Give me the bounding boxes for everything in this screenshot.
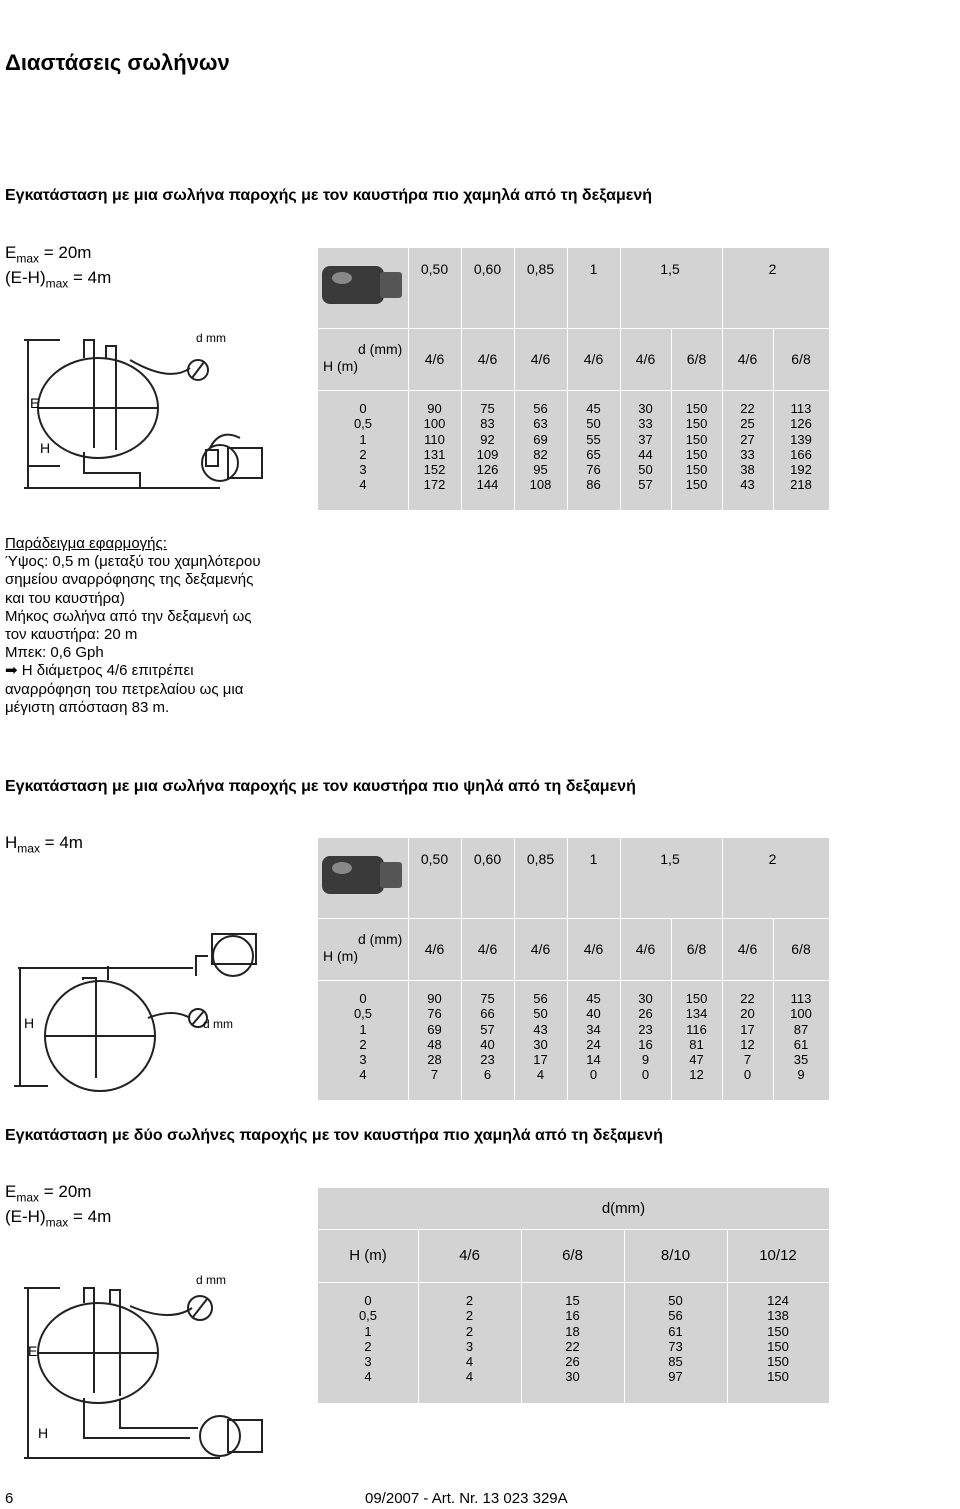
arrow-right-icon: ➡: [5, 662, 18, 680]
section1-diagram-h-label: H: [40, 440, 51, 456]
d-mm-header: d(mm): [601, 1200, 646, 1217]
section3-table: [318, 1188, 829, 1403]
section3-diagram-h-label: H: [38, 1425, 49, 1441]
nozzle-value: 0,50: [420, 850, 449, 867]
d-mm-label: d (mm): [358, 341, 403, 357]
nozzle-value: 1: [589, 850, 598, 867]
data-column: 150 150 150 150 150 150: [685, 401, 708, 493]
section1-diagram-e-label: E: [30, 395, 40, 411]
diameter-cell: 6/8: [791, 351, 811, 367]
data-column: 113 126 139 166 192 218: [790, 401, 812, 493]
data-column: 45 50 55 65 76 86: [586, 401, 601, 493]
data-column: 150 134 116 81 47 12: [685, 991, 708, 1083]
data-column: 90 76 69 48 28 7: [427, 991, 442, 1083]
section1-heading: Εγκατάσταση με μια σωλήνα παροχής με τον καυστήρα πιο χαμηλά από τη δεξαμενή: [5, 187, 653, 204]
nozzle-value: 1,5: [660, 260, 680, 277]
diameter-cell: 4/6: [459, 1247, 480, 1264]
diameter-cell: 10/12: [759, 1247, 797, 1264]
h-m-label: H (m): [323, 358, 358, 374]
diameter-cell: 6/8: [791, 941, 811, 957]
diameter-cell: 4/6: [477, 351, 498, 367]
section1-diagram-dmm-label: d mm: [196, 331, 226, 345]
page-number: 6: [5, 1490, 14, 1507]
data-column: 30 26 23 16 9 0: [638, 991, 653, 1083]
article-reference: 09/2007 - Art. Nr. 13 023 329A: [365, 1490, 568, 1507]
data-column: 2 2 2 3 4 4: [465, 1293, 474, 1385]
data-column: 75 66 57 40 23 6: [480, 991, 495, 1083]
nozzle-value: 0,60: [473, 850, 502, 867]
nozzle-value: 1,5: [660, 850, 680, 867]
section2-diagram-h-label: H: [24, 1015, 35, 1031]
section3-heading: Εγκατάσταση με δύο σωλήνες παροχής με τον καυστήρα πιο χαμηλά από τη δεξαμενή: [5, 1127, 663, 1144]
data-column: 56 50 43 30 17 4: [533, 991, 548, 1083]
data-column: 15 16 18 22 26 30: [565, 1293, 580, 1385]
nozzle-value: 2: [768, 850, 777, 867]
data-column: 113 100 87 61 35 9: [790, 991, 812, 1083]
nozzle-value: 0,60: [473, 260, 502, 277]
diameter-cell: 6/8: [686, 351, 707, 367]
diameter-cell: 4/6: [583, 941, 604, 957]
h-values-column: 0 0,5 1 2 3 4: [353, 991, 373, 1083]
section2-spec: $H_{max} = 4m$: [5, 833, 83, 856]
section3-spec: $E_{max} = 20m$ $(E-H)_{max} = 4m$: [5, 1182, 112, 1230]
section2-tank-diagram: [8, 918, 278, 1093]
section2-table: [318, 838, 829, 1100]
diameter-cell: 6/8: [686, 941, 707, 957]
h-values-column: 0 0,5 1 2 3 4: [353, 401, 373, 493]
diameter-cell: 4/6: [477, 941, 498, 957]
diameter-cell: 4/6: [424, 941, 445, 957]
nozzle-value: 1: [589, 260, 598, 277]
diameter-cell: 4/6: [424, 351, 445, 367]
diameter-cell: 4/6: [530, 941, 551, 957]
example-heading: Παράδειγμα εφαρμογής:: [5, 535, 167, 552]
page-title: Διαστάσεις σωλήνων: [5, 50, 230, 75]
diameter-cell: 4/6: [635, 351, 656, 367]
section1-tank-diagram: [20, 328, 270, 503]
diameter-cell: 6/8: [562, 1247, 583, 1264]
data-column: 90 100 110 131 152 172: [423, 401, 446, 493]
nozzle-value: 0,85: [526, 260, 555, 277]
nozzle-value: 0,85: [526, 850, 555, 867]
h-values-column: 0 0,5 1 2 3 4: [358, 1293, 378, 1385]
data-column: 56 63 69 82 95 108: [529, 401, 552, 493]
section1-spec: $E_{max} = 20m$ $(E-H)_{max} = 4m$: [5, 243, 112, 291]
h-m-label: H (m): [349, 1247, 387, 1264]
nozzle-value: 2: [768, 260, 777, 277]
data-column: 75 83 92 109 126 144: [476, 401, 499, 493]
diameter-cell: 4/6: [635, 941, 656, 957]
diameter-cell: 4/6: [530, 351, 551, 367]
data-column: 45 40 34 24 14 0: [586, 991, 601, 1083]
section2-diagram-dmm-label: d mm: [203, 1017, 233, 1031]
section3-diagram-e-label: E: [28, 1343, 38, 1359]
diameter-cell: 4/6: [583, 351, 604, 367]
data-column: 50 56 61 73 85 97: [668, 1293, 683, 1385]
data-column: 30 33 37 44 50 57: [638, 401, 653, 493]
example-result: ➡ Η διάμετρος 4/6 επιτρέπει: [5, 662, 194, 680]
section3-tank-diagram: [20, 1268, 270, 1478]
h-m-label: H (m): [323, 948, 358, 964]
nozzle-value: 0,50: [420, 260, 449, 277]
d-mm-label: d (mm): [358, 931, 403, 947]
section1-table: [318, 248, 829, 510]
data-column: 124 138 150 150 150 150: [767, 1293, 789, 1385]
diameter-cell: 4/6: [737, 351, 758, 367]
application-example: Παράδειγμα εφαρμογής: Ύψος: 0,5 m (μεταξύ του χαμηλότερου σημείου αναρρόφησης της δεξαμενής και του καυστήρα) Μήκος σωλήνα από την δεξαμενή ως τον καυστήρα: 20 m Μπεκ: 0,6 Gph ➡ Η διάμετρος 4/6 επιτρέπει αναρρόφηση του πετρελαίου ως μια μέγιστη απόσταση 83 m.: [5, 535, 305, 717]
data-column: 22 25 27 33 38 43: [740, 401, 755, 493]
data-column: 22 20 17 12 7 0: [740, 991, 755, 1083]
section2-heading: Εγκατάσταση με μια σωλήνα παροχής με τον καυστήρα πιο ψηλά από τη δεξαμενή: [5, 778, 636, 795]
diameter-cell: 8/10: [660, 1247, 691, 1264]
section3-diagram-dmm-label: d mm: [196, 1273, 226, 1287]
diameter-cell: 4/6: [737, 941, 758, 957]
